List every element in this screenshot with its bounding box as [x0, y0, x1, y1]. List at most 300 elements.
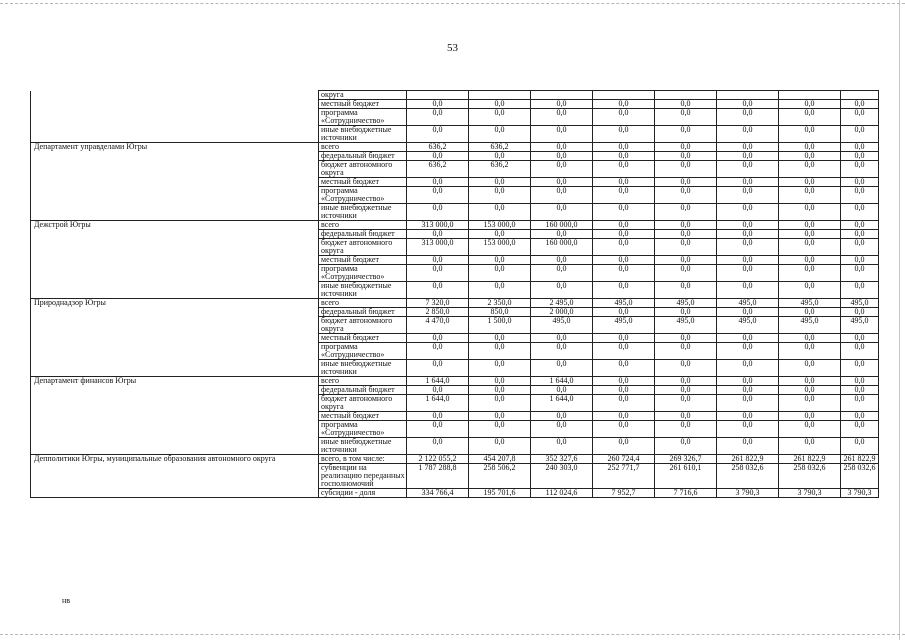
value-cell: 0,0: [841, 256, 879, 265]
value-cell: 0,0: [717, 421, 779, 438]
value-cell: 0,0: [593, 187, 655, 204]
value-cell: 0,0: [779, 100, 841, 109]
table-row: [31, 386, 879, 395]
value-cell: [717, 91, 779, 100]
value-cell: 636,2: [407, 161, 469, 178]
value-cell: 0,0: [841, 152, 879, 161]
value-cell: 495,0: [779, 299, 841, 308]
funding-source-cell: программа «Сотрудничество»: [319, 187, 407, 204]
value-cell: 0,0: [531, 334, 593, 343]
value-cell: 0,0: [717, 360, 779, 377]
value-cell: 0,0: [717, 230, 779, 239]
funding-source-cell: иные внебюджетные источники: [319, 126, 407, 143]
value-cell: 0,0: [593, 412, 655, 421]
value-cell: 2 495,0: [531, 299, 593, 308]
value-cell: 0,0: [841, 438, 879, 455]
organization-cell: [31, 360, 319, 377]
value-cell: 258 506,2: [469, 464, 531, 489]
organization-cell: Депполитики Югры, муниципальные образования автономного округа: [31, 455, 319, 464]
table-row: [31, 126, 879, 143]
value-cell: 0,0: [841, 143, 879, 152]
value-cell: 0,0: [407, 282, 469, 299]
value-cell: [469, 91, 531, 100]
organization-cell: Природнадзор Югры: [31, 299, 319, 308]
value-cell: [531, 91, 593, 100]
value-cell: 0,0: [469, 421, 531, 438]
funding-source-cell: местный бюджет: [319, 178, 407, 187]
value-cell: 0,0: [593, 178, 655, 187]
value-cell: 2 122 055,2: [407, 455, 469, 464]
table-row: [31, 317, 879, 334]
value-cell: 7 716,6: [655, 489, 717, 498]
value-cell: 0,0: [407, 343, 469, 360]
funding-source-cell: бюджет автономного округа: [319, 239, 407, 256]
value-cell: 495,0: [531, 317, 593, 334]
value-cell: 495,0: [717, 299, 779, 308]
organization-cell: [31, 178, 319, 187]
value-cell: 0,0: [407, 265, 469, 282]
value-cell: 0,0: [717, 395, 779, 412]
footer-mark: нв: [62, 596, 71, 605]
value-cell: 240 303,0: [531, 464, 593, 489]
value-cell: 352 327,6: [531, 455, 593, 464]
value-cell: 0,0: [469, 100, 531, 109]
value-cell: 0,0: [593, 109, 655, 126]
value-cell: 153 000,0: [469, 239, 531, 256]
value-cell: 0,0: [593, 421, 655, 438]
value-cell: 0,0: [407, 421, 469, 438]
value-cell: 0,0: [841, 109, 879, 126]
value-cell: 260 724,4: [593, 455, 655, 464]
value-cell: 0,0: [779, 143, 841, 152]
value-cell: 0,0: [655, 438, 717, 455]
value-cell: 0,0: [531, 143, 593, 152]
organization-cell: [31, 308, 319, 317]
value-cell: 0,0: [779, 187, 841, 204]
value-cell: 0,0: [593, 265, 655, 282]
value-cell: 0,0: [841, 343, 879, 360]
funding-source-cell: иные внебюджетные источники: [319, 282, 407, 299]
value-cell: 0,0: [841, 334, 879, 343]
value-cell: 0,0: [779, 109, 841, 126]
value-cell: 0,0: [593, 438, 655, 455]
value-cell: 0,0: [717, 100, 779, 109]
value-cell: 252 771,7: [593, 464, 655, 489]
value-cell: 0,0: [717, 412, 779, 421]
funding-source-cell: бюджет автономного округа: [319, 395, 407, 412]
table-row: [31, 204, 879, 221]
value-cell: 0,0: [531, 100, 593, 109]
organization-cell: [31, 187, 319, 204]
value-cell: 0,0: [655, 308, 717, 317]
value-cell: 0,0: [841, 100, 879, 109]
value-cell: 4 470,0: [407, 317, 469, 334]
value-cell: 0,0: [531, 386, 593, 395]
value-cell: 0,0: [779, 412, 841, 421]
value-cell: 0,0: [841, 421, 879, 438]
value-cell: 495,0: [593, 299, 655, 308]
value-cell: 0,0: [469, 438, 531, 455]
value-cell: 0,0: [841, 161, 879, 178]
value-cell: 0,0: [717, 161, 779, 178]
value-cell: 0,0: [655, 221, 717, 230]
value-cell: 2 000,0: [531, 308, 593, 317]
budget-table: [30, 90, 879, 498]
value-cell: 261 822,9: [779, 455, 841, 464]
value-cell: 0,0: [407, 334, 469, 343]
organization-cell: Департамент управделами Югры: [31, 143, 319, 152]
value-cell: 0,0: [593, 343, 655, 360]
scan-edge-bottom: [0, 634, 905, 635]
value-cell: 0,0: [717, 308, 779, 317]
value-cell: 0,0: [779, 126, 841, 143]
value-cell: 0,0: [593, 377, 655, 386]
value-cell: 0,0: [531, 126, 593, 143]
value-cell: 0,0: [655, 100, 717, 109]
value-cell: 0,0: [655, 386, 717, 395]
organization-cell: [31, 256, 319, 265]
table-row: [31, 421, 879, 438]
value-cell: 0,0: [655, 343, 717, 360]
value-cell: 0,0: [779, 421, 841, 438]
value-cell: 0,0: [779, 334, 841, 343]
value-cell: 258 032,6: [779, 464, 841, 489]
value-cell: 0,0: [655, 265, 717, 282]
value-cell: 0,0: [593, 221, 655, 230]
value-cell: 0,0: [531, 204, 593, 221]
value-cell: 1 644,0: [531, 395, 593, 412]
value-cell: 636,2: [469, 143, 531, 152]
value-cell: 0,0: [407, 152, 469, 161]
table-row-org-start: [31, 299, 879, 308]
organization-cell: [31, 464, 319, 489]
funding-source-cell: федеральный бюджет: [319, 386, 407, 395]
value-cell: 0,0: [531, 187, 593, 204]
value-cell: 195 701,6: [469, 489, 531, 498]
value-cell: 0,0: [779, 360, 841, 377]
value-cell: 0,0: [531, 438, 593, 455]
value-cell: 0,0: [531, 230, 593, 239]
funding-source-cell: федеральный бюджет: [319, 152, 407, 161]
table-row: [31, 343, 879, 360]
value-cell: 0,0: [469, 204, 531, 221]
value-cell: 0,0: [407, 204, 469, 221]
organization-cell: [31, 109, 319, 126]
funding-source-cell: программа «Сотрудничество»: [319, 265, 407, 282]
value-cell: 261 822,9: [717, 455, 779, 464]
value-cell: 7 320,0: [407, 299, 469, 308]
organization-cell: [31, 386, 319, 395]
table-row: [31, 152, 879, 161]
value-cell: 0,0: [531, 412, 593, 421]
value-cell: 0,0: [717, 178, 779, 187]
organization-cell: [31, 91, 319, 100]
value-cell: 334 766,4: [407, 489, 469, 498]
value-cell: 3 790,3: [841, 489, 879, 498]
value-cell: 0,0: [779, 161, 841, 178]
table-row: [31, 178, 879, 187]
value-cell: 0,0: [655, 152, 717, 161]
value-cell: 0,0: [593, 152, 655, 161]
funding-source-cell: программа «Сотрудничество»: [319, 421, 407, 438]
value-cell: 1 500,0: [469, 317, 531, 334]
organization-cell: [31, 126, 319, 143]
value-cell: 0,0: [779, 221, 841, 230]
table-row-org-start: [31, 455, 879, 464]
value-cell: 0,0: [717, 256, 779, 265]
value-cell: 2 350,0: [469, 299, 531, 308]
value-cell: 0,0: [717, 377, 779, 386]
table-row: [31, 334, 879, 343]
value-cell: 0,0: [779, 265, 841, 282]
value-cell: 0,0: [655, 109, 717, 126]
value-cell: 258 032,6: [717, 464, 779, 489]
value-cell: 0,0: [469, 334, 531, 343]
value-cell: [779, 91, 841, 100]
table-row: [31, 395, 879, 412]
value-cell: 0,0: [469, 152, 531, 161]
value-cell: 1 644,0: [407, 377, 469, 386]
organization-cell: [31, 239, 319, 256]
organization-cell: [31, 100, 319, 109]
value-cell: [407, 91, 469, 100]
value-cell: 0,0: [655, 412, 717, 421]
value-cell: 0,0: [841, 178, 879, 187]
value-cell: 0,0: [407, 100, 469, 109]
table-row: [31, 239, 879, 256]
value-cell: 0,0: [841, 265, 879, 282]
value-cell: 261 610,1: [655, 464, 717, 489]
table-row: [31, 489, 879, 498]
organization-cell: [31, 317, 319, 334]
value-cell: 0,0: [593, 204, 655, 221]
value-cell: 0,0: [531, 360, 593, 377]
page-number: 53: [447, 42, 458, 54]
funding-source-cell: всего: [319, 143, 407, 152]
funding-source-cell: программа «Сотрудничество»: [319, 109, 407, 126]
table-row: [31, 308, 879, 317]
organization-cell: [31, 265, 319, 282]
value-cell: 0,0: [469, 395, 531, 412]
value-cell: 160 000,0: [531, 239, 593, 256]
value-cell: 850,0: [469, 308, 531, 317]
value-cell: 112 024,6: [531, 489, 593, 498]
value-cell: 0,0: [717, 204, 779, 221]
funding-source-cell: бюджет автономного округа: [319, 161, 407, 178]
value-cell: 0,0: [531, 265, 593, 282]
value-cell: 0,0: [531, 282, 593, 299]
value-cell: 7 952,7: [593, 489, 655, 498]
value-cell: 0,0: [469, 360, 531, 377]
value-cell: 0,0: [593, 386, 655, 395]
organization-cell: [31, 161, 319, 178]
value-cell: 0,0: [841, 377, 879, 386]
value-cell: 0,0: [469, 256, 531, 265]
value-cell: 0,0: [593, 143, 655, 152]
scan-edge-right: [899, 0, 900, 640]
value-cell: 0,0: [407, 256, 469, 265]
funding-source-cell: всего, в том числе:: [319, 455, 407, 464]
value-cell: 0,0: [407, 187, 469, 204]
value-cell: 0,0: [469, 377, 531, 386]
value-cell: 0,0: [717, 438, 779, 455]
value-cell: 0,0: [841, 126, 879, 143]
value-cell: 0,0: [841, 386, 879, 395]
value-cell: 0,0: [717, 343, 779, 360]
funding-source-cell: иные внебюджетные источники: [319, 204, 407, 221]
value-cell: 160 000,0: [531, 221, 593, 230]
table-row: [31, 161, 879, 178]
value-cell: 0,0: [531, 109, 593, 126]
funding-source-cell: федеральный бюджет: [319, 230, 407, 239]
value-cell: 0,0: [593, 282, 655, 299]
organization-cell: [31, 230, 319, 239]
value-cell: 0,0: [779, 386, 841, 395]
funding-source-cell: иные внебюджетные источники: [319, 360, 407, 377]
table-row: [31, 464, 879, 489]
value-cell: 0,0: [779, 178, 841, 187]
value-cell: 0,0: [593, 239, 655, 256]
value-cell: 0,0: [655, 161, 717, 178]
value-cell: 0,0: [407, 386, 469, 395]
value-cell: 0,0: [841, 230, 879, 239]
value-cell: 0,0: [407, 230, 469, 239]
value-cell: 0,0: [779, 230, 841, 239]
value-cell: 0,0: [779, 204, 841, 221]
value-cell: 0,0: [655, 187, 717, 204]
value-cell: 495,0: [655, 317, 717, 334]
table-row-org-start: [31, 221, 879, 230]
scan-edge-top: [0, 3, 905, 4]
table-row: [31, 282, 879, 299]
organization-cell: [31, 204, 319, 221]
value-cell: 0,0: [407, 438, 469, 455]
value-cell: 0,0: [717, 143, 779, 152]
funding-source-cell: федеральный бюджет: [319, 308, 407, 317]
value-cell: 0,0: [531, 161, 593, 178]
value-cell: 0,0: [655, 204, 717, 221]
table-row: [31, 360, 879, 377]
budget-table-body: [31, 91, 879, 498]
value-cell: 0,0: [469, 109, 531, 126]
value-cell: 0,0: [655, 230, 717, 239]
value-cell: 0,0: [655, 421, 717, 438]
value-cell: 0,0: [469, 126, 531, 143]
value-cell: 0,0: [841, 204, 879, 221]
value-cell: 0,0: [407, 412, 469, 421]
value-cell: 1 644,0: [407, 395, 469, 412]
table-row: [31, 91, 879, 100]
value-cell: 0,0: [841, 308, 879, 317]
table-row: [31, 100, 879, 109]
value-cell: 0,0: [841, 221, 879, 230]
value-cell: 0,0: [717, 386, 779, 395]
value-cell: 495,0: [841, 317, 879, 334]
value-cell: 0,0: [531, 421, 593, 438]
value-cell: 0,0: [655, 377, 717, 386]
value-cell: 0,0: [655, 239, 717, 256]
value-cell: 0,0: [655, 143, 717, 152]
value-cell: 636,2: [469, 161, 531, 178]
value-cell: 0,0: [841, 187, 879, 204]
value-cell: 0,0: [717, 109, 779, 126]
table-row-org-start: [31, 143, 879, 152]
value-cell: 0,0: [593, 256, 655, 265]
table-row: [31, 109, 879, 126]
value-cell: 0,0: [841, 282, 879, 299]
value-cell: 0,0: [717, 187, 779, 204]
value-cell: 313 000,0: [407, 239, 469, 256]
value-cell: 0,0: [407, 360, 469, 377]
value-cell: 0,0: [531, 256, 593, 265]
value-cell: 0,0: [469, 178, 531, 187]
value-cell: 0,0: [717, 334, 779, 343]
value-cell: [841, 91, 879, 100]
organization-cell: [31, 438, 319, 455]
value-cell: 0,0: [655, 126, 717, 143]
table-row-org-start: [31, 377, 879, 386]
value-cell: 0,0: [593, 230, 655, 239]
value-cell: 0,0: [717, 126, 779, 143]
value-cell: 261 822,9: [841, 455, 879, 464]
organization-cell: [31, 282, 319, 299]
funding-source-cell: местный бюджет: [319, 334, 407, 343]
value-cell: 0,0: [655, 282, 717, 299]
table-row: [31, 438, 879, 455]
value-cell: 0,0: [593, 334, 655, 343]
value-cell: 0,0: [469, 282, 531, 299]
value-cell: 153 000,0: [469, 221, 531, 230]
table-row: [31, 187, 879, 204]
funding-source-cell: местный бюджет: [319, 256, 407, 265]
table-row: [31, 412, 879, 421]
funding-source-cell: бюджет автономного округа: [319, 317, 407, 334]
table-row: [31, 230, 879, 239]
value-cell: 0,0: [593, 100, 655, 109]
value-cell: 0,0: [593, 360, 655, 377]
value-cell: 0,0: [655, 256, 717, 265]
value-cell: 0,0: [655, 395, 717, 412]
funding-source-cell: округа: [319, 91, 407, 100]
value-cell: 0,0: [593, 308, 655, 317]
value-cell: 0,0: [531, 178, 593, 187]
value-cell: [655, 91, 717, 100]
value-cell: 258 032,6: [841, 464, 879, 489]
value-cell: 0,0: [469, 230, 531, 239]
table-row: [31, 256, 879, 265]
value-cell: 0,0: [779, 239, 841, 256]
value-cell: 3 790,3: [779, 489, 841, 498]
value-cell: 0,0: [841, 360, 879, 377]
value-cell: 0,0: [593, 126, 655, 143]
value-cell: 0,0: [469, 343, 531, 360]
funding-source-cell: программа «Сотрудничество»: [319, 343, 407, 360]
value-cell: 0,0: [531, 152, 593, 161]
organization-cell: [31, 152, 319, 161]
value-cell: 0,0: [655, 178, 717, 187]
value-cell: [593, 91, 655, 100]
value-cell: 0,0: [779, 308, 841, 317]
value-cell: 0,0: [655, 334, 717, 343]
value-cell: 0,0: [717, 239, 779, 256]
value-cell: 1 787 288,8: [407, 464, 469, 489]
funding-source-cell: местный бюджет: [319, 412, 407, 421]
value-cell: 0,0: [779, 282, 841, 299]
value-cell: 0,0: [717, 265, 779, 282]
funding-source-cell: всего: [319, 377, 407, 386]
value-cell: 1 644,0: [531, 377, 593, 386]
table-row: [31, 265, 879, 282]
